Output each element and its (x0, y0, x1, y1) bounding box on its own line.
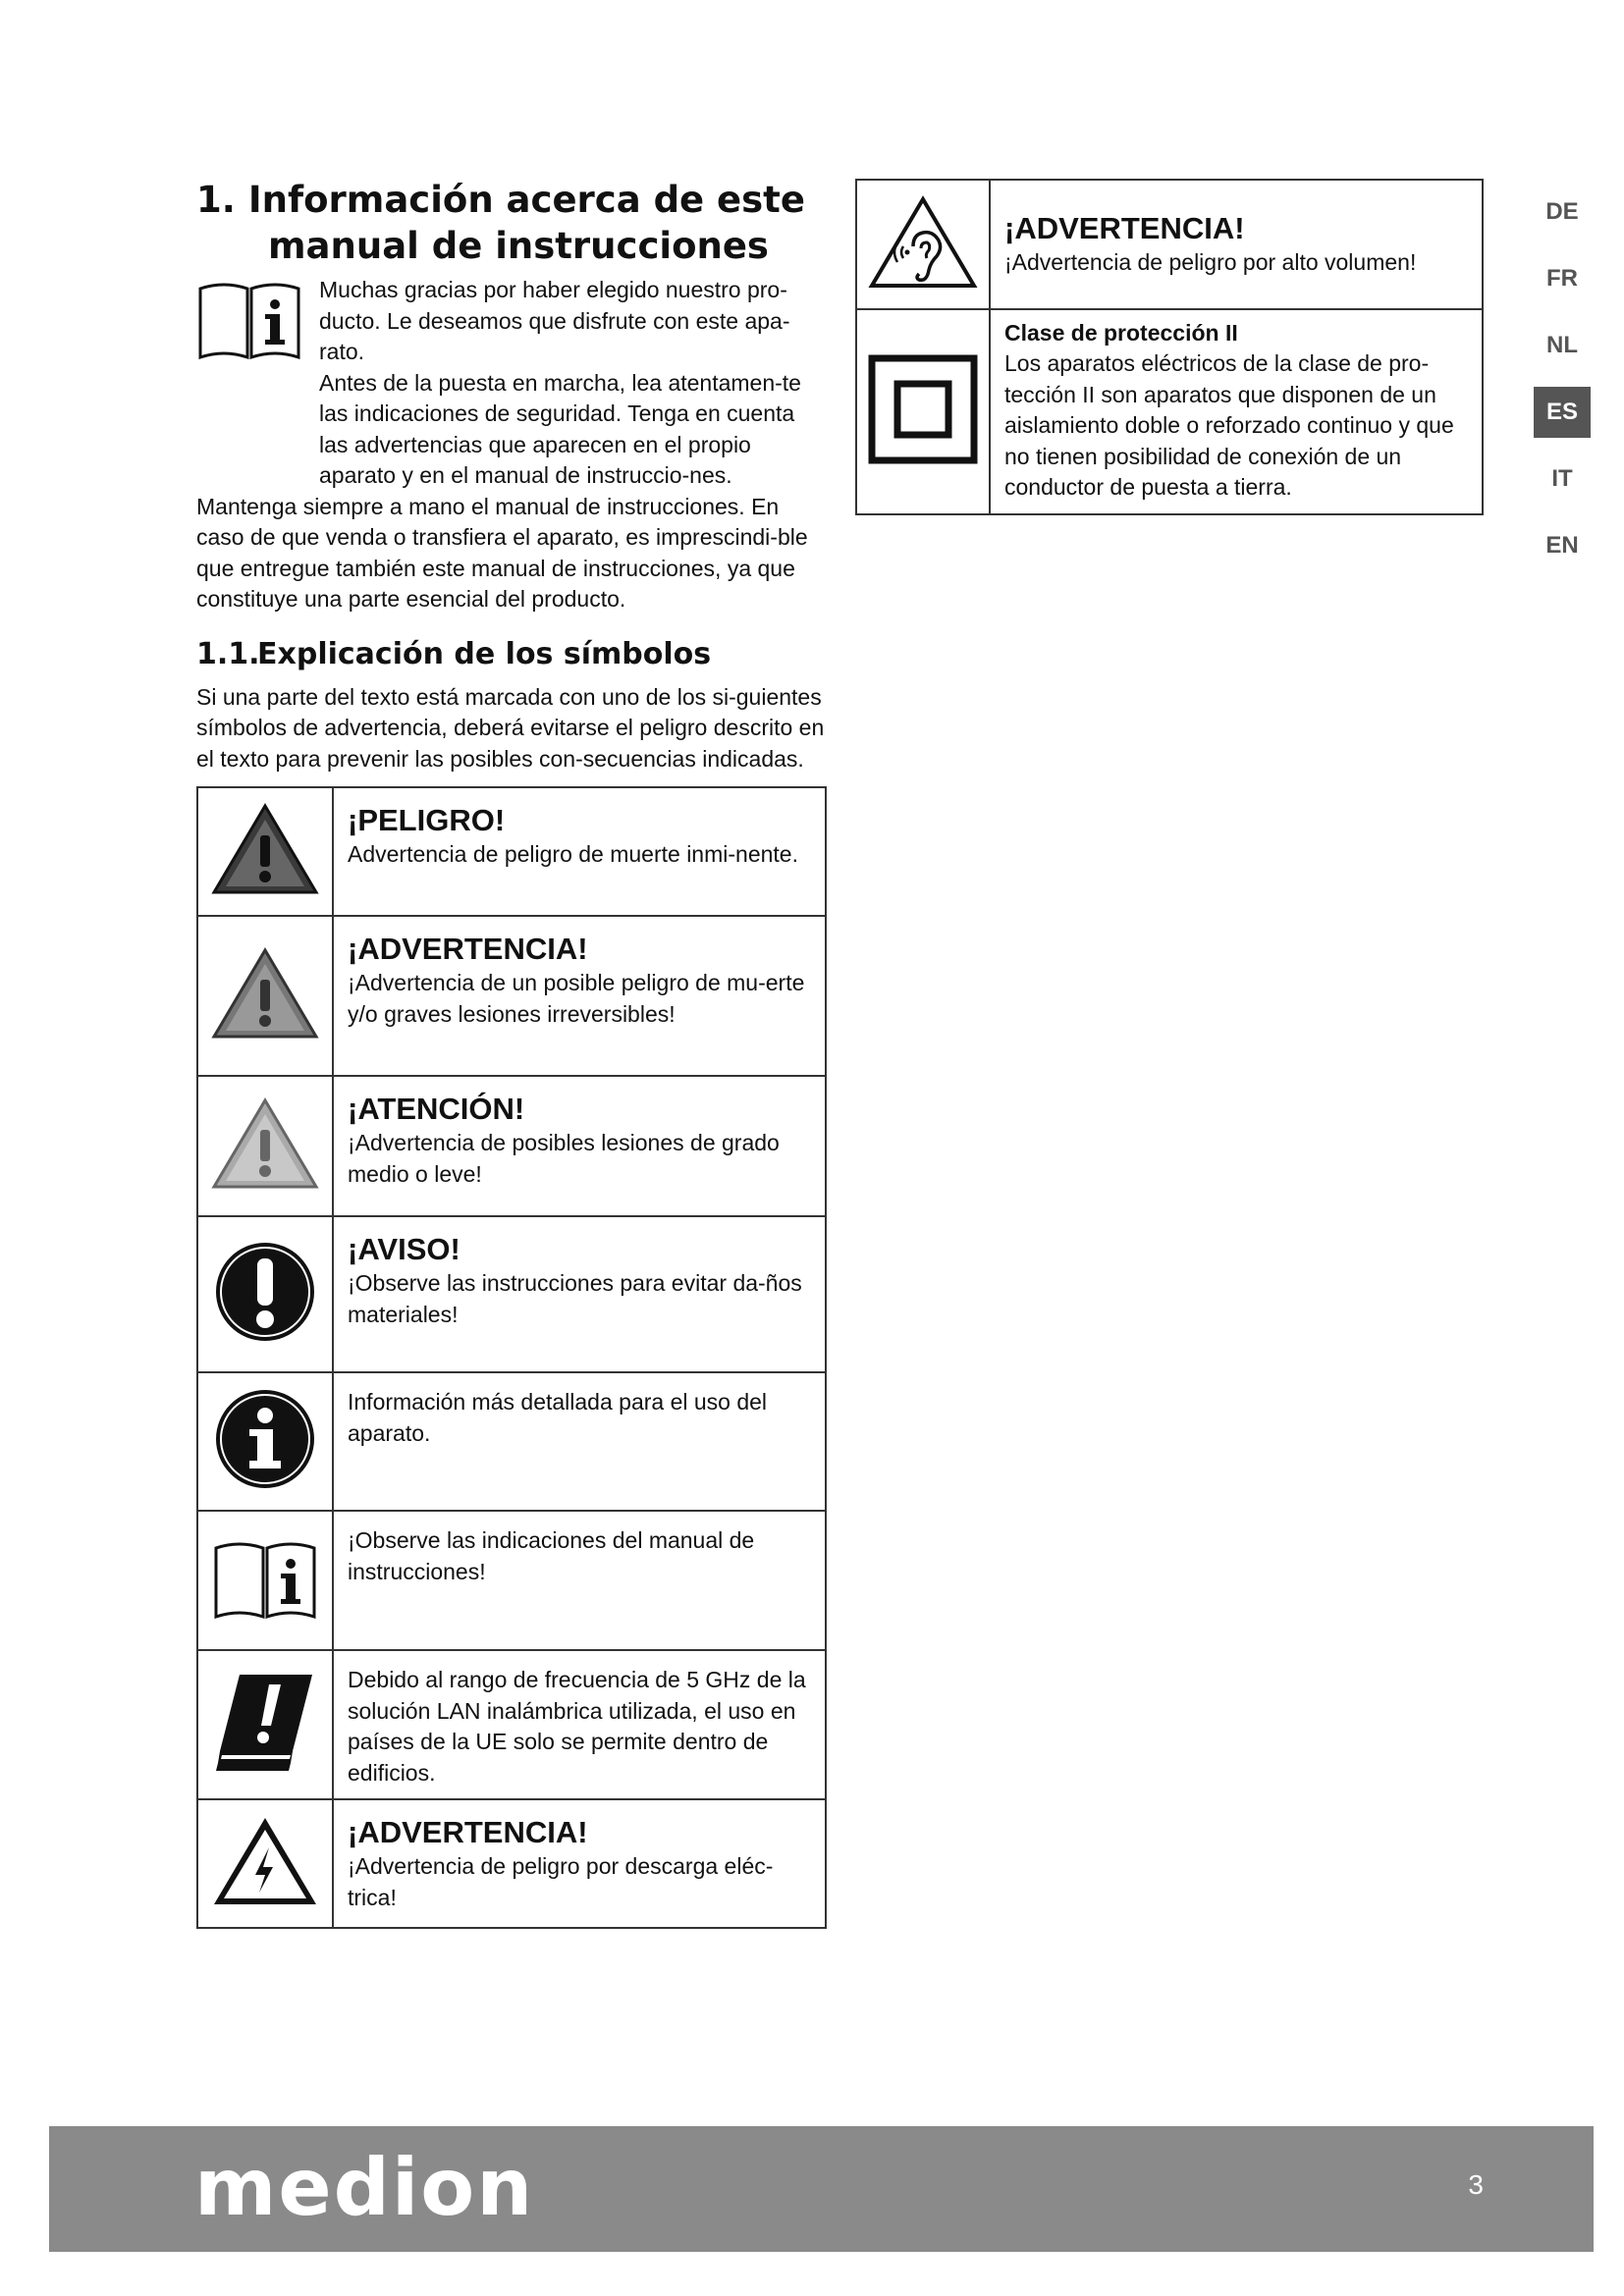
symbols-table (196, 786, 827, 1929)
table-row (197, 1650, 826, 1799)
table-row (197, 1511, 826, 1650)
medion-logo (194, 2146, 558, 2234)
intro-paragraph-1: Muchas gracias por haber elegido nuestro pro-ducto. Le deseamos que disfrute con este apa-rato. (319, 277, 790, 364)
electric-shock-icon (210, 1814, 320, 1908)
page-number: 3 (1468, 2169, 1484, 2200)
section-title-line2: manual de instrucciones (268, 225, 769, 267)
protection-class-text: Los aparatos eléctricos de la clase de pro-tección II son aparatos que disponen de un aislamiento doble o reforzado continuo y que no tienen posibilidad de conexión de un conductor de puesta a tierra. (1004, 350, 1454, 500)
lang-tab-es[interactable]: ES (1534, 387, 1591, 438)
caution-triangle-icon (210, 1096, 320, 1191)
symbol-description: Debido al rango de frecuencia de 5 GHz de la solución LAN inalámbrica utilizada, el uso en países de la UE solo se permite dentro de edificios. (348, 1667, 806, 1786)
subsection-title: Explicación de los símbolos (257, 636, 712, 671)
section-1-1-heading (196, 635, 825, 674)
table-row (197, 1372, 826, 1511)
footer-bar (49, 2126, 1594, 2252)
lang-tab-de[interactable]: DE (1545, 198, 1579, 225)
lang-tab-nl[interactable]: NL (1546, 332, 1578, 358)
protection-class-2-icon (868, 354, 978, 464)
hearing-warning-icon (868, 195, 978, 290)
manual-book-icon (210, 1534, 320, 1623)
info-circle-icon (212, 1386, 318, 1492)
signal-word: ¡ADVERTENCIA! (348, 1815, 588, 1849)
lang-tab-en[interactable]: EN (1545, 532, 1579, 559)
table-row (197, 1799, 826, 1928)
left-column (196, 177, 825, 1929)
table-row (197, 787, 826, 916)
right-symbols-table (855, 179, 1484, 515)
symbol-description: Advertencia de peligro de muerte inmi-nente. (348, 841, 798, 867)
table-row (856, 180, 1483, 309)
symbol-description: ¡Observe las indicaciones del manual de instrucciones! (348, 1527, 755, 1584)
symbol-description: Información más detallada para el uso del aparato. (348, 1389, 768, 1446)
subsection-number: 1.1. (196, 636, 260, 671)
table-row (197, 916, 826, 1076)
notice-exclamation-icon (212, 1239, 318, 1345)
lang-tab-fr[interactable]: FR (1546, 265, 1578, 292)
table-row (856, 309, 1483, 514)
intro-paragraph-2: Antes de la puesta en marcha, lea atentamen-te las indicaciones de seguridad. Tenga en cuenta las advertencias que aparecen en el propio aparato y en el manual de instruccio-nes. (319, 369, 801, 488)
lang-tab-it[interactable]: IT (1551, 465, 1573, 492)
keep-manual-paragraph: Mantenga siempre a mano el manual de instrucciones. En caso de que venda o transfiera el aparato, es imprescindi-ble que entregue también este manual de instrucciones, ya que constituye una parte esencial del producto. (196, 493, 808, 612)
protection-class-title: Clase de protección II (1004, 320, 1238, 346)
symbols-intro-paragraph: Si una parte del texto está marcada con uno de los si-guientes símbolos de advertencia, deberá evitarse el peligro descrito en el texto para prevenir las posibles con-secuencias indicadas. (196, 683, 825, 772)
section-number: 1. (196, 179, 236, 221)
warning-triangle-icon (210, 946, 320, 1041)
book-exclamation-icon (210, 1669, 320, 1777)
signal-word: ¡ADVERTENCIA! (348, 932, 588, 966)
intro-block (196, 275, 825, 492)
table-row (197, 1076, 826, 1216)
section-1-heading (196, 177, 825, 269)
symbol-description: ¡Advertencia de peligro por descarga eléc-trica! (348, 1853, 774, 1910)
signal-word: ¡AVISO! (348, 1232, 460, 1266)
danger-triangle-icon (210, 802, 320, 896)
brand-wordmark: medion (194, 2146, 535, 2233)
section-title-line1: Información acerca de este (247, 179, 805, 221)
manual-book-icon (196, 275, 302, 363)
signal-word: ¡PELIGRO! (348, 803, 506, 837)
signal-word: ¡ATENCIÓN! (348, 1092, 525, 1126)
table-row (197, 1216, 826, 1372)
symbol-description: ¡Advertencia de un posible peligro de mu-erte y/o graves lesiones irreversibles! (348, 970, 805, 1027)
symbol-description: ¡Observe las instrucciones para evitar da-ños materiales! (348, 1270, 802, 1327)
language-tabs (1534, 187, 1591, 587)
symbol-description: ¡Advertencia de posibles lesiones de grado medio o leve! (348, 1130, 780, 1187)
signal-word: ¡ADVERTENCIA! (1004, 211, 1245, 245)
volume-warning-text: ¡Advertencia de peligro por alto volumen! (1004, 249, 1417, 275)
